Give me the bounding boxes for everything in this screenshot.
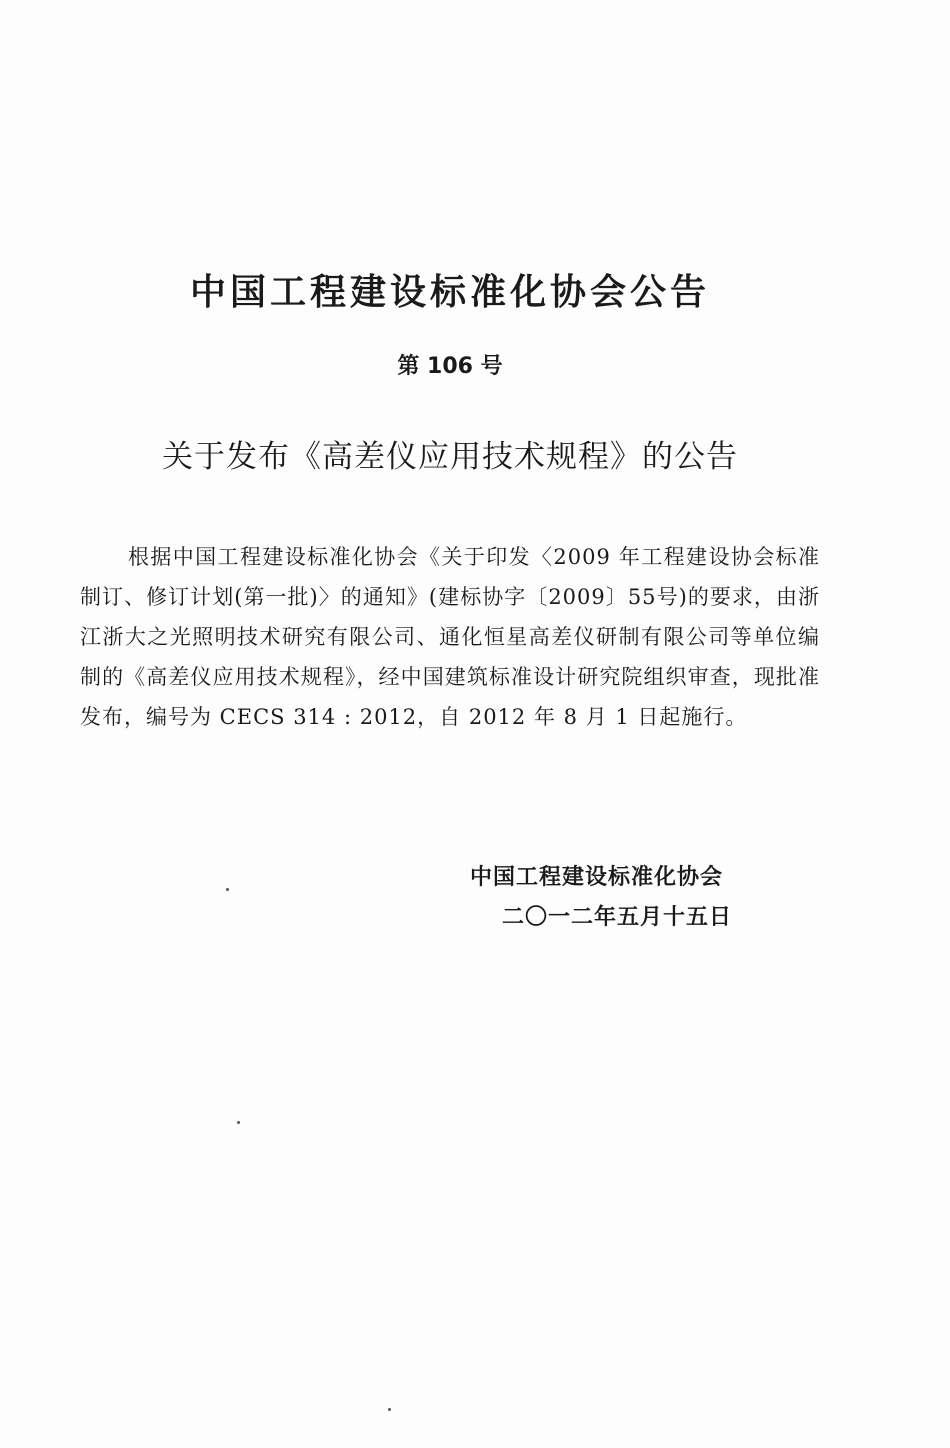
announcement-number: 第 106 号 bbox=[397, 354, 503, 379]
signature-date: 二〇一二年五月十五日 bbox=[502, 905, 733, 930]
announcement-subject: 关于发布《高差仪应用技术规程》的公告 bbox=[162, 439, 738, 475]
scan-speck bbox=[388, 1408, 391, 1411]
announcement-title: 中国工程建设标准化协会公告 bbox=[189, 272, 710, 313]
scan-speck bbox=[237, 1121, 240, 1124]
scan-speck bbox=[226, 888, 229, 891]
announcement-body: 根据中国工程建设标准化协会《关于印发〈2009 年工程建设协会标准制订、修订计划(第一批)〉的通知》(建标协字〔2009〕55号)的要求，由浙江浙大之光照明技术研究有限公司、通化恒星高差仪研制有限公司等单位编制的《高差仪应用技术规程》，经中国建筑标准设计研究院组织审查，现批准发布，编号为 CECS 314 : 2012，自 2012 年 8 月 1 日起施行。 bbox=[80, 545, 820, 729]
signature-organization: 中国工程建设标准化协会 bbox=[470, 865, 724, 890]
signature-block bbox=[470, 858, 770, 938]
